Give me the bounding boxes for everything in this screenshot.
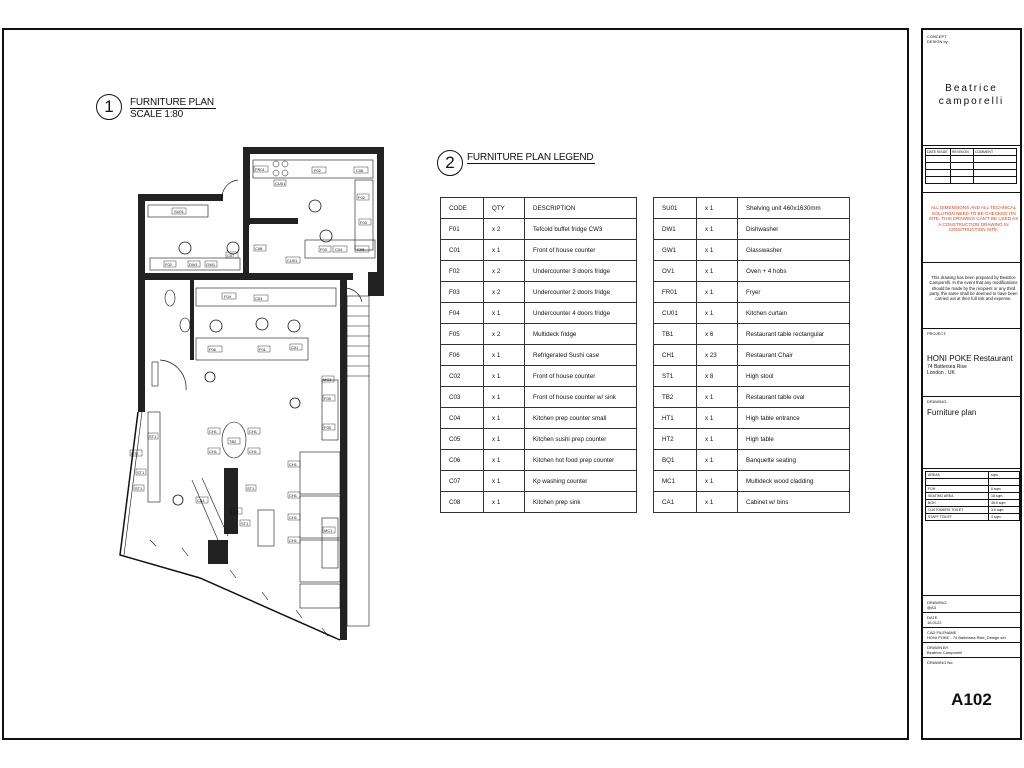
legend-description: Fryer (738, 282, 850, 303)
label-c05: C05 (357, 247, 365, 252)
legend-code: DW1 (654, 219, 697, 240)
table-row (441, 450, 637, 471)
label-c06: C06 (356, 168, 364, 173)
design-by-label: DESIGN by: (927, 39, 949, 44)
table-row (654, 471, 850, 492)
table-row (654, 492, 850, 513)
label-c07: C07 (227, 253, 235, 258)
table-row (441, 387, 637, 408)
area-name: CUSTOMERS TOILET (926, 507, 989, 514)
table-row (654, 240, 850, 261)
label-st1-e: ST1 (241, 521, 249, 526)
label-f02: F02 (314, 168, 321, 173)
label-ca1: CA1 (197, 498, 205, 503)
label-f04: F04 (224, 294, 231, 299)
legend-qty: x 1 (697, 450, 738, 471)
label-ch1-h: CH1 (289, 538, 298, 543)
drawn-by-label: DRAWN BY (927, 645, 949, 650)
table-row (441, 408, 637, 429)
table-row (654, 345, 850, 366)
legend-code: GW1 (654, 240, 697, 261)
legend-description: Cabinet w/ bins (738, 492, 850, 513)
label-gw1: GW1 (206, 262, 216, 267)
legend-qty: x 1 (697, 240, 738, 261)
legend-left-header-qty: QTY (484, 198, 525, 219)
legend-code: SU01 (654, 198, 697, 219)
table-row (441, 240, 637, 261)
table-row (926, 500, 1020, 507)
legend-description: Undercounter 3 doors fridge (525, 261, 637, 282)
label-ch1-a: CH1 (209, 429, 218, 434)
legend-qty: x 1 (484, 366, 525, 387)
legend-qty: x 23 (697, 345, 738, 366)
legend-description: Kitchen hot food prep counter (525, 450, 637, 471)
legend-code: C07 (441, 471, 484, 492)
legend-table-right (653, 197, 850, 513)
legend-title-block (467, 152, 595, 164)
label-tb2: TB2 (229, 439, 237, 444)
table-row (654, 303, 850, 324)
legend-description: Kitchen prep sink (525, 492, 637, 513)
legend-qty: x 1 (697, 408, 738, 429)
table-row (441, 345, 637, 366)
project-label: PROJECT: (927, 331, 947, 336)
table-row (654, 282, 850, 303)
legend-qty: x 1 (484, 471, 525, 492)
legend-qty: x 1 (697, 492, 738, 513)
drawing-no-label: DRAWING: (927, 600, 948, 605)
legend-code: OV1 (654, 261, 697, 282)
legend-qty: x 1 (484, 387, 525, 408)
label-ch1-g: CH1 (289, 515, 298, 520)
legend-code: HT2 (654, 429, 697, 450)
sheet-number: A102 (951, 690, 992, 709)
label-c08: C08 (255, 246, 263, 251)
legend-left-header-code: CODE (441, 198, 484, 219)
legend-qty: x 1 (697, 429, 738, 450)
legend-description: Glasswasher (738, 240, 850, 261)
drawing-number-label: DRAWING No: (927, 660, 954, 665)
label-c03: C03 (255, 296, 263, 301)
table-row (441, 282, 637, 303)
label-st1-c: ST1 (135, 486, 143, 491)
table-row (441, 492, 637, 513)
table-row (654, 219, 850, 240)
label-ch1-d: CH1 (249, 449, 258, 454)
legend-qty: x 1 (484, 240, 525, 261)
legend-qty: x 1 (484, 450, 525, 471)
table-row (441, 261, 637, 282)
label-f03: F03 (360, 220, 367, 225)
plan-scale: SCALE 1:80 (130, 109, 184, 120)
table-row (441, 366, 637, 387)
drawn-by-value: Beatrice Camporelli (927, 650, 962, 655)
area-name: FOH (926, 486, 989, 493)
legend-description: Front of house counter (525, 240, 637, 261)
table-row (441, 219, 637, 240)
area-value: 3.6 sqm (989, 507, 1020, 514)
label-ch1-b: CH1 (249, 429, 258, 434)
legend-description: Kitchen sushi prep counter (525, 429, 637, 450)
legend-qty: x 2 (484, 219, 525, 240)
project-address1: 74 Battersea Rise (927, 364, 967, 370)
legend-title: FURNITURE PLAN LEGEND (467, 152, 594, 163)
legend-qty: x 1 (697, 471, 738, 492)
legend-code: F06 (441, 345, 484, 366)
legend-description: Kitchen curtain (738, 303, 850, 324)
legend-code: CA1 (654, 492, 697, 513)
areas-table (925, 471, 1020, 521)
label-f01: F01 (259, 347, 266, 352)
legend-description: Tefcold buffet fridge CW3 (525, 219, 637, 240)
label-f05: F05 (324, 396, 331, 401)
legend-description: Restaurant table oval (738, 387, 850, 408)
legend-description: High stool (738, 366, 850, 387)
legend-qty: x 2 (484, 282, 525, 303)
legend-description: Undercounter 4 doors fridge (525, 303, 637, 324)
table-row (654, 198, 850, 219)
legend-description: Kp washing counter (525, 471, 637, 492)
date-label: DATE (927, 615, 938, 620)
legend-description: High table entrance (738, 408, 850, 429)
label-st1-b: ST1 (137, 470, 145, 475)
label-st1-a: ST1 (149, 434, 157, 439)
label-c01: C01 (291, 345, 299, 350)
area-name: SEATING AREA (926, 493, 989, 500)
legend-left-header-description: DESCRIPTION (525, 198, 637, 219)
legend-qty: x 1 (697, 261, 738, 282)
plan-number: 1 (104, 97, 114, 116)
legend-qty: x 1 (697, 219, 738, 240)
label-f02c: F02 (165, 262, 172, 267)
legend-qty: x 1 (697, 282, 738, 303)
legend-description: Undercounter 2 doors fridge (525, 282, 637, 303)
area-name: BOH (926, 500, 989, 507)
label-ch1-e: CH1 (289, 462, 298, 467)
legend-code: FR01 (654, 282, 697, 303)
legend-code: CU01 (654, 303, 697, 324)
table-row (441, 324, 637, 345)
disclaimer-red: ALL DIMENSIONS AND ALL TECHNICAL SOLUTION NEED TO BE CHECKED ON SITE. THIS DRAWING CAN'T BE USED AS A CONSTRUCTION DRAWING IN CONSTRUCTION SITE. (928, 205, 1019, 232)
legend-description: Restaurant Chair (738, 345, 850, 366)
legend-description: Refrigerated Sushi case (525, 345, 637, 366)
legend-qty: x 2 (484, 261, 525, 282)
legend-description: Banquette seating (738, 450, 850, 471)
legend-code: TB1 (654, 324, 697, 345)
revision-table (925, 148, 1017, 184)
legend-qty: x 1 (697, 387, 738, 408)
table-row (926, 514, 1020, 521)
table-row (654, 429, 850, 450)
label-ch1-c: CH1 (209, 449, 218, 454)
label-f06: F06 (209, 347, 216, 352)
legend-description: Kitchen prep counter small (525, 408, 637, 429)
label-cu01: CU01 (275, 181, 286, 186)
table-row (441, 303, 637, 324)
table-row (926, 486, 1020, 493)
legend-description: Dishwasher (738, 219, 850, 240)
label-c04: C04 (335, 247, 343, 252)
title-block (921, 28, 1022, 740)
label-mc1b: MC1 (324, 528, 333, 533)
legend-description: High table (738, 429, 850, 450)
areas-unit: sqm (989, 472, 1020, 479)
label-mc1: MC1 (323, 377, 332, 382)
cad-label: CAD FILENAME (927, 630, 957, 635)
copyright-note: This drawing has been prepared by Beatrice Camporelli. In the event that any modifications should be made by the recipient or any third party, the same shall be deemed to have been carried out at their full risk and expense. (929, 275, 1018, 302)
legend-code: F01 (441, 219, 484, 240)
plan-title: FURNITURE PLAN (130, 97, 214, 108)
label-cu01b: CU01 (287, 258, 298, 263)
table-row (654, 408, 850, 429)
legend-code: C04 (441, 408, 484, 429)
drawing-no-value: @A3 (927, 605, 936, 610)
legend-code: C03 (441, 387, 484, 408)
legend-code: TB2 (654, 387, 697, 408)
legend-description: Restaurant table rectangular (738, 324, 850, 345)
legend-code: F05 (441, 324, 484, 345)
legend-qty: x 1 (697, 198, 738, 219)
label-ht1: HT1 (131, 451, 139, 456)
legend-code: MC1 (654, 471, 697, 492)
legend-left-header-row (441, 198, 637, 219)
legend-description: Oven + 4 hobs (738, 261, 850, 282)
area-value: 46.5 sqm (989, 500, 1020, 507)
legend-code: F03 (441, 282, 484, 303)
legend-code: F04 (441, 303, 484, 324)
rev-header-comment: COMMENT (974, 149, 1017, 156)
drawing-name: Furniture plan (927, 408, 977, 417)
legend-code: ST1 (654, 366, 697, 387)
legend-description: Multideck wood cladding (738, 471, 850, 492)
legend-qty: x 1 (484, 492, 525, 513)
project-name: HONI POKE Restaurant (927, 354, 1013, 363)
label-f02b: F02 (358, 195, 365, 200)
table-row (654, 366, 850, 387)
legend-description: Multideck fridge (525, 324, 637, 345)
label-fr01: FR01 (255, 167, 265, 172)
legend-qty: x 8 (697, 366, 738, 387)
designer-name-line2: camporelli (938, 96, 1005, 107)
legend-code: HT1 (654, 408, 697, 429)
rev-header-date: DATE ISSUE (926, 149, 951, 156)
table-row (926, 507, 1020, 514)
area-value: 6 sqm (989, 486, 1020, 493)
areas-label: AREAS (926, 472, 989, 479)
table-row (654, 324, 850, 345)
legend-code: BQ1 (654, 450, 697, 471)
table-row (926, 493, 1020, 500)
table-row (654, 387, 850, 408)
legend-code: C02 (441, 366, 484, 387)
legend-description: Shelving unit 460x1630mm (738, 198, 850, 219)
legend-description: Front of house counter w/ sink (525, 387, 637, 408)
legend-number: 2 (445, 153, 455, 172)
legend-qty: x 2 (484, 324, 525, 345)
legend-qty: x 1 (484, 429, 525, 450)
area-name: STAFF TOILET (926, 514, 989, 521)
area-value: 16 sqm (989, 493, 1020, 500)
legend-code: C05 (441, 429, 484, 450)
concept-label: CONCEPT (927, 34, 947, 39)
legend-code: CH1 (654, 345, 697, 366)
legend-qty: x 6 (697, 324, 738, 345)
legend-code: C08 (441, 492, 484, 513)
table-row (654, 261, 850, 282)
project-address2: London , UK (927, 370, 955, 376)
label-st1-d: ST1 (247, 486, 255, 491)
table-row (654, 450, 850, 471)
legend-table-left (440, 197, 637, 513)
label-f03b: F03 (320, 247, 327, 252)
legend-code: C01 (441, 240, 484, 261)
legend-code: F02 (441, 261, 484, 282)
legend-qty: x 1 (484, 345, 525, 366)
drawing-label: DRAWING: (927, 399, 948, 404)
legend-qty: x 1 (484, 303, 525, 324)
label-su01: SU01 (174, 209, 185, 214)
label-ht2: HT2 (231, 509, 239, 514)
label-ch1-f: CH1 (289, 493, 298, 498)
label-dw1: DW1 (189, 262, 198, 267)
label-f05b: F05 (324, 425, 331, 430)
legend-qty: x 1 (484, 408, 525, 429)
table-row (441, 429, 637, 450)
area-value: 4 sqm (989, 514, 1020, 521)
designer-name-line1: Beatrice (945, 83, 998, 94)
cad-value: HONI POKE - 74 Battersea Rise_Design set (927, 635, 1006, 640)
rev-header-revision: REVISION (951, 149, 974, 156)
table-row (441, 471, 637, 492)
legend-code: C06 (441, 450, 484, 471)
legend-qty: x 1 (697, 303, 738, 324)
legend-description: Front of house counter (525, 366, 637, 387)
date-value: 16.0122 (927, 620, 942, 625)
legend-number-circle (437, 150, 463, 176)
